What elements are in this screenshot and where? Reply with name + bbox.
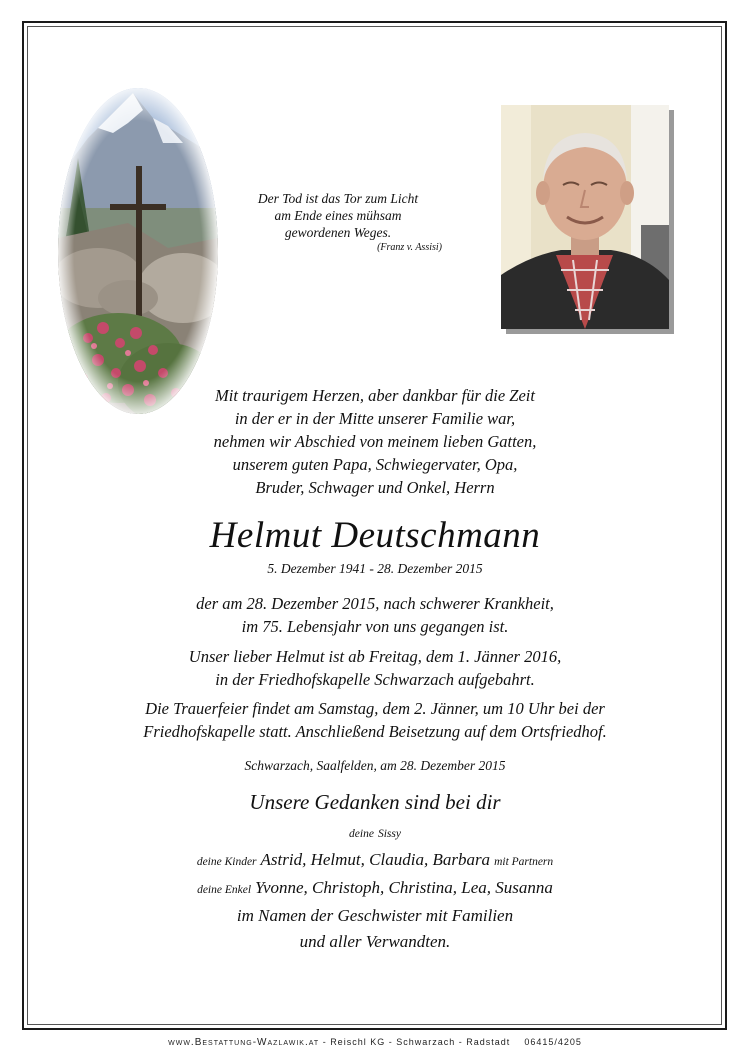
intro-line: nehmen wir Abschied von meinem lieben Gatten, xyxy=(213,432,537,451)
footer: www.Bestattung-Wazlawik.at - Reischl KG - Schwarzach - Radstadt 06415/4205 xyxy=(168,1037,582,1048)
place-date: Schwarzach, Saalfelden, am 28. Dezember 2015 xyxy=(244,758,506,773)
footer-company: Reischl KG xyxy=(330,1037,386,1047)
quote-line: am Ende eines mühsam xyxy=(274,208,402,223)
footer-phone: 06415/4205 xyxy=(524,1037,582,1047)
quote-line: gewordenen Weges. xyxy=(284,225,392,240)
paragraph-line: Die Trauerfeier findet am Samstag, dem 2. Jänner, um 10 Uhr bei der xyxy=(145,699,605,718)
footer-website[interactable]: www.Bestattung-Wazlawik.at xyxy=(168,1037,320,1048)
intro-text xyxy=(40,384,710,499)
mourner-spouse-row xyxy=(40,820,710,847)
intro-line: Bruder, Schwager und Onkel, Herrn xyxy=(255,478,495,497)
grandchildren-names: Yvonne, Christoph, Christina, Lea, Susanna xyxy=(255,878,553,897)
mountain-cross-oval-picture xyxy=(58,88,218,414)
quote-block xyxy=(228,190,448,255)
children-suffix: mit Partnern xyxy=(494,856,554,868)
intro-line: in der er in der Mitte unserer Familie war, xyxy=(234,409,516,428)
paragraph-line: Friedhofskapelle statt. Anschließend Beisetzung auf dem Ortsfriedhof. xyxy=(143,722,607,741)
laid-out-paragraph xyxy=(40,645,710,691)
paragraph-line: in der Friedhofskapelle Schwarzach aufgebahrt. xyxy=(215,670,535,689)
grandchildren-prefix: deine Enkel xyxy=(197,884,252,896)
funeral-paragraph xyxy=(40,697,710,743)
life-dates: 5. Dezember 1941 - 28. Dezember 2015 xyxy=(267,561,483,576)
spouse-name: Sissy xyxy=(377,828,401,840)
quote-line: Der Tod ist das Tor zum Licht xyxy=(257,191,419,206)
intro-line: Mit traurigem Herzen, aber dankbar für die Zeit xyxy=(215,386,535,405)
mourner-children-row xyxy=(40,847,710,875)
death-paragraph xyxy=(40,592,710,638)
mourner-siblings-row: im Namen der Geschwister mit Familien xyxy=(236,906,514,925)
spouse-prefix: deine xyxy=(349,828,374,840)
footer-towns: Schwarzach - Radstadt xyxy=(396,1037,511,1047)
children-names: Astrid, Helmut, Claudia, Barbara xyxy=(260,850,491,869)
deceased-portrait-photo xyxy=(501,105,669,329)
mourners-list xyxy=(40,820,710,955)
paragraph-line: Unser lieber Helmut ist ab Freitag, dem 1. Jänner 2016, xyxy=(188,647,562,666)
mourner-relatives-row: und aller Verwandten. xyxy=(299,932,451,951)
paragraph-line: im 75. Lebensjahr von uns gegangen ist. xyxy=(241,617,509,636)
thoughts-heading: Unsere Gedanken sind bei dir xyxy=(249,790,501,814)
paragraph-line: der am 28. Dezember 2015, nach schwerer Krankheit, xyxy=(196,594,554,613)
deceased-name: Helmut Deutschmann xyxy=(209,515,541,556)
intro-line: unserem guten Papa, Schwiegervater, Opa, xyxy=(232,455,518,474)
quote-source: (Franz v. Assisi) xyxy=(377,242,442,253)
children-prefix: deine Kinder xyxy=(196,856,257,868)
mourner-grandchildren-row xyxy=(40,875,710,903)
